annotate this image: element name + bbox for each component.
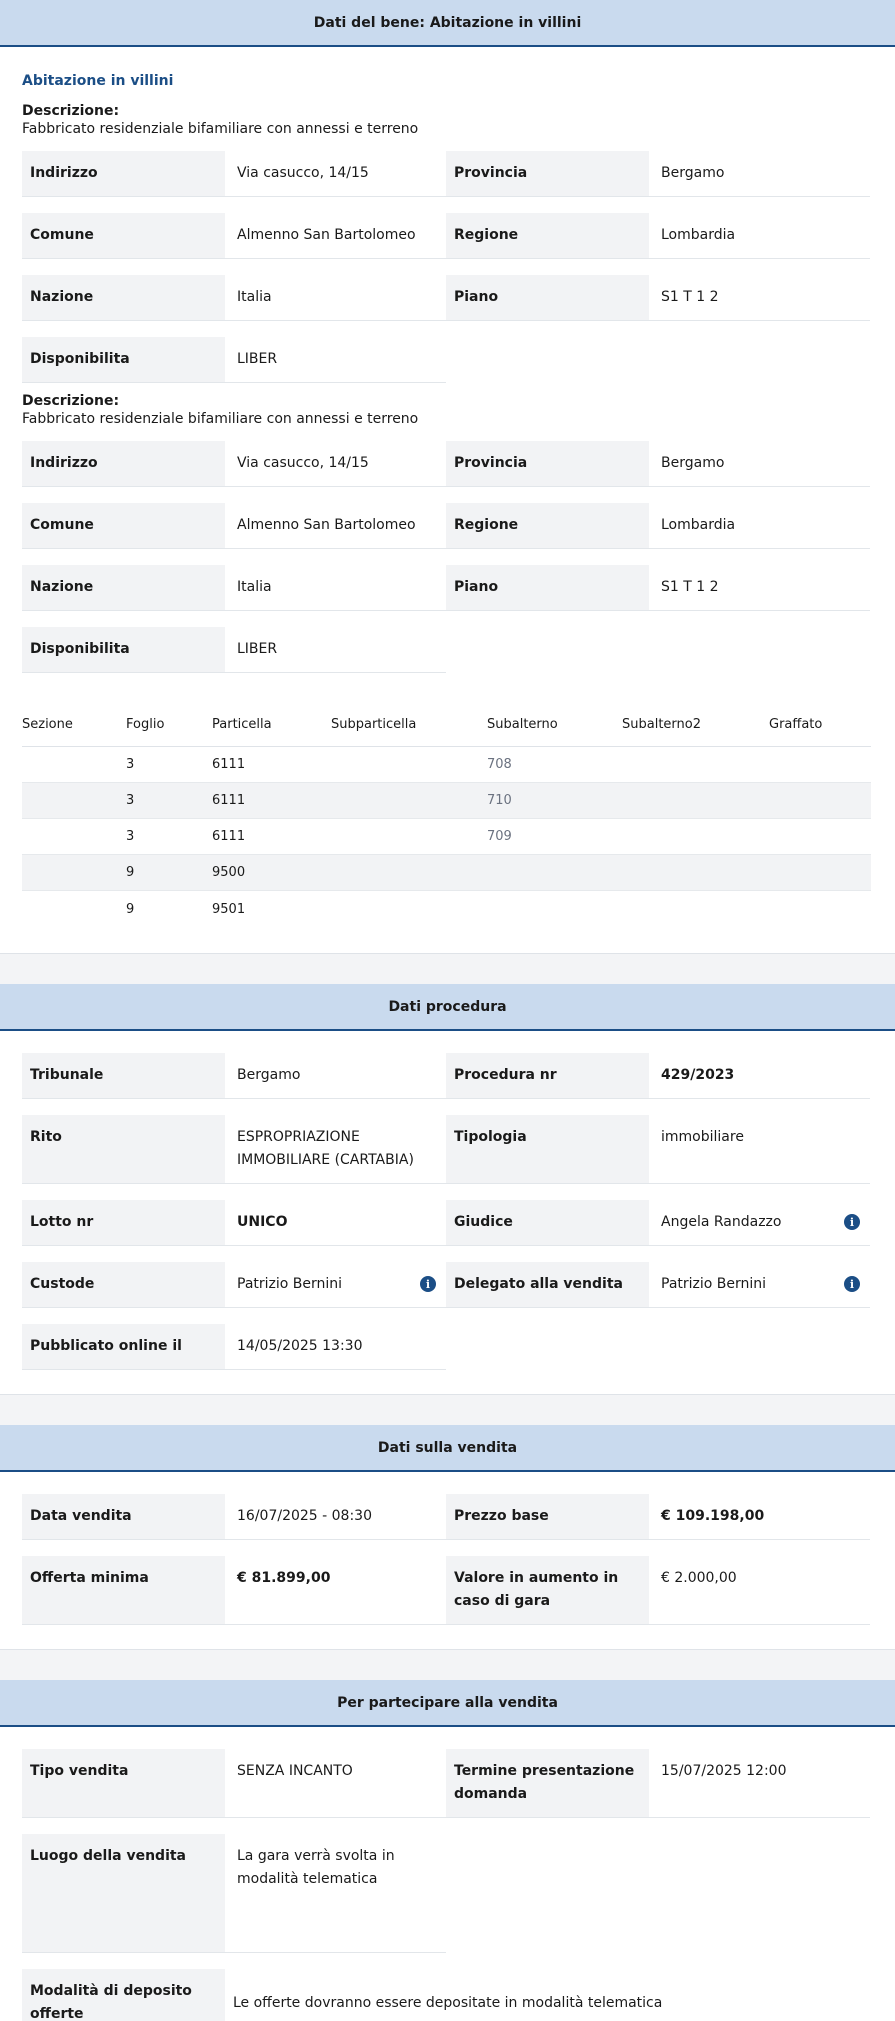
field-value: Lombardia [661, 227, 736, 243]
field-comune [22, 503, 446, 549]
field-label: Luogo della vendita [22, 1834, 225, 1952]
col-foglio: Foglio [126, 717, 165, 732]
field-lotto [22, 1200, 446, 1246]
col-subalterno: Subalterno [487, 717, 558, 732]
field-label: Giudice [446, 1200, 649, 1245]
field-indirizzo [22, 441, 446, 487]
table-row [22, 819, 871, 855]
field-value: S1 T 1 2 [661, 289, 719, 305]
bene-fields-2 [22, 441, 871, 689]
field-value: La gara verrà svolta in modalità telematica [237, 1848, 395, 1887]
cell-particella: 9501 [212, 901, 246, 917]
field-value: immobiliare [661, 1129, 744, 1145]
partecipare-fields [22, 1749, 871, 2021]
field-disponibilita [22, 337, 446, 383]
bene-card [0, 0, 895, 954]
cell-foglio: 3 [126, 829, 135, 844]
field-piano [446, 565, 870, 611]
field-label: Piano [446, 275, 649, 320]
cadastre-table [22, 703, 871, 927]
field-label: Nazione [22, 275, 225, 320]
field-label: Provincia [446, 441, 649, 486]
info-icon[interactable]: i [844, 1214, 860, 1230]
field-provincia [446, 151, 870, 197]
col-subalterno2: Subalterno2 [622, 717, 701, 732]
info-icon[interactable]: i [420, 1276, 436, 1292]
field-label: Tipologia [446, 1115, 649, 1183]
field-regione [446, 213, 870, 259]
partecipare-card [0, 1680, 895, 2021]
field-value: Italia [237, 579, 272, 595]
field-value [649, 1262, 870, 1307]
bene-fields-1 [22, 151, 871, 399]
field-value: UNICO [237, 1214, 288, 1230]
field-label: Indirizzo [22, 441, 225, 486]
field-termine [446, 1749, 870, 1818]
vendita-card [0, 1425, 895, 1650]
field-value: LIBER [237, 351, 278, 367]
cell-foglio: 3 [126, 757, 135, 772]
giudice-name: Angela Randazzo [661, 1214, 782, 1230]
field-label: Termine presentazione domanda [446, 1749, 649, 1817]
field-label: Offerta minima [22, 1556, 225, 1624]
cell-particella: 6111 [212, 793, 246, 808]
field-label: Modalità di deposito offerte [22, 1969, 225, 2021]
field-value: Le offerte dovranno essere depositate in modalità telematica [233, 1994, 663, 2011]
cadastre-header [22, 703, 871, 747]
cell-subalterno: 708 [487, 757, 512, 772]
procedura-card [0, 984, 895, 1395]
field-value: Via casucco, 14/15 [237, 455, 369, 471]
field-label: Tipo vendita [22, 1749, 225, 1817]
bene-subtitle: Abitazione in villini [22, 73, 174, 89]
field-value: € 109.198,00 [661, 1508, 765, 1524]
cell-foglio: 3 [126, 793, 135, 808]
table-row [22, 855, 871, 891]
description-label: Descrizione: [22, 393, 120, 409]
field-procedura [446, 1053, 870, 1099]
field-label: Piano [446, 565, 649, 610]
field-label: Disponibilita [22, 627, 225, 672]
vendita-header: Dati sulla vendita [0, 1425, 895, 1472]
field-custode [22, 1262, 446, 1308]
custode-name: Patrizio Bernini [237, 1276, 343, 1292]
cell-foglio: 9 [126, 901, 135, 917]
field-label: Nazione [22, 565, 225, 610]
field-disponibilita [22, 627, 446, 673]
field-value: ESPROPRIAZIONE IMMOBILIARE (CARTABIA) [237, 1129, 414, 1168]
field-label: Procedura nr [446, 1053, 649, 1098]
field-indirizzo [22, 151, 446, 197]
cell-particella: 6111 [212, 757, 246, 772]
field-value: Bergamo [661, 455, 725, 471]
field-rito [22, 1115, 446, 1184]
field-prezzo-base [446, 1494, 870, 1540]
table-row [22, 783, 871, 819]
field-nazione [22, 275, 446, 321]
info-icon[interactable]: i [844, 1276, 860, 1292]
field-value: S1 T 1 2 [661, 579, 719, 595]
field-value [225, 1262, 446, 1307]
vendita-fields [22, 1494, 871, 1641]
field-pubblicato [22, 1324, 446, 1370]
section-gap [0, 1650, 895, 1680]
field-data-vendita [22, 1494, 446, 1540]
procedura-header: Dati procedura [0, 984, 895, 1031]
field-value: € 2.000,00 [661, 1570, 737, 1586]
description-text: Fabbricato residenziale bifamiliare con annessi e terreno [22, 411, 419, 427]
field-value: SENZA INCANTO [237, 1763, 353, 1779]
field-value: Via casucco, 14/15 [237, 165, 369, 181]
description-label: Descrizione: [22, 103, 120, 119]
delegato-name: Patrizio Bernini [661, 1276, 767, 1292]
field-giudice [446, 1200, 870, 1246]
field-label: Regione [446, 213, 649, 258]
field-valore-aumento [446, 1556, 870, 1625]
field-label: Delegato alla vendita [446, 1262, 649, 1307]
field-label: Custode [22, 1262, 225, 1307]
bene-header: Dati del bene: Abitazione in villini [0, 0, 895, 47]
field-label: Disponibilita [22, 337, 225, 382]
field-label: Comune [22, 213, 225, 258]
field-value: LIBER [237, 641, 278, 657]
field-label: Rito [22, 1115, 225, 1183]
field-label: Regione [446, 503, 649, 548]
field-label: Valore in aumento in caso di gara [446, 1556, 649, 1624]
field-regione [446, 503, 870, 549]
field-delegato [446, 1262, 870, 1308]
col-particella: Particella [212, 717, 272, 732]
field-value: Italia [237, 289, 272, 305]
field-value: Bergamo [661, 165, 725, 181]
field-deposito [22, 1969, 871, 2021]
cell-subalterno: 710 [487, 793, 512, 808]
field-value: Almenno San Bartolomeo [237, 517, 416, 533]
field-value: Lombardia [661, 517, 736, 533]
partecipare-header: Per partecipare alla vendita [0, 1680, 895, 1727]
field-value: 429/2023 [661, 1067, 735, 1083]
field-label: Tribunale [22, 1053, 225, 1098]
field-label: Indirizzo [22, 151, 225, 196]
cell-subalterno: 709 [487, 829, 512, 844]
procedura-fields [22, 1053, 871, 1386]
cell-particella: 9500 [212, 865, 246, 880]
table-row [22, 747, 871, 783]
field-tribunale [22, 1053, 446, 1099]
cell-foglio: 9 [126, 865, 135, 880]
field-label: Pubblicato online il [22, 1324, 225, 1369]
field-tipologia [446, 1115, 870, 1184]
section-gap [0, 1395, 895, 1425]
field-value [649, 1200, 870, 1245]
field-value: Bergamo [237, 1067, 301, 1083]
col-graffato: Graffato [769, 717, 823, 732]
field-offerta-minima [22, 1556, 446, 1625]
field-value: 15/07/2025 12:00 [661, 1763, 787, 1779]
field-label: Data vendita [22, 1494, 225, 1539]
field-label: Prezzo base [446, 1494, 649, 1539]
cell-particella: 6111 [212, 829, 246, 844]
field-label: Lotto nr [22, 1200, 225, 1245]
description-text: Fabbricato residenziale bifamiliare con annessi e terreno [22, 121, 419, 137]
field-value: Almenno San Bartolomeo [237, 227, 416, 243]
section-gap [0, 954, 895, 984]
field-label: Comune [22, 503, 225, 548]
field-provincia [446, 441, 870, 487]
field-value: 14/05/2025 13:30 [237, 1338, 363, 1354]
field-tipo-vendita [22, 1749, 446, 1818]
field-comune [22, 213, 446, 259]
field-label: Provincia [446, 151, 649, 196]
field-piano [446, 275, 870, 321]
field-nazione [22, 565, 446, 611]
field-value: 16/07/2025 - 08:30 [237, 1508, 372, 1524]
col-sezione: Sezione [22, 717, 73, 732]
field-luogo [22, 1834, 446, 1953]
field-value: € 81.899,00 [237, 1570, 331, 1586]
table-row [22, 891, 871, 927]
col-subparticella: Subparticella [331, 717, 417, 732]
